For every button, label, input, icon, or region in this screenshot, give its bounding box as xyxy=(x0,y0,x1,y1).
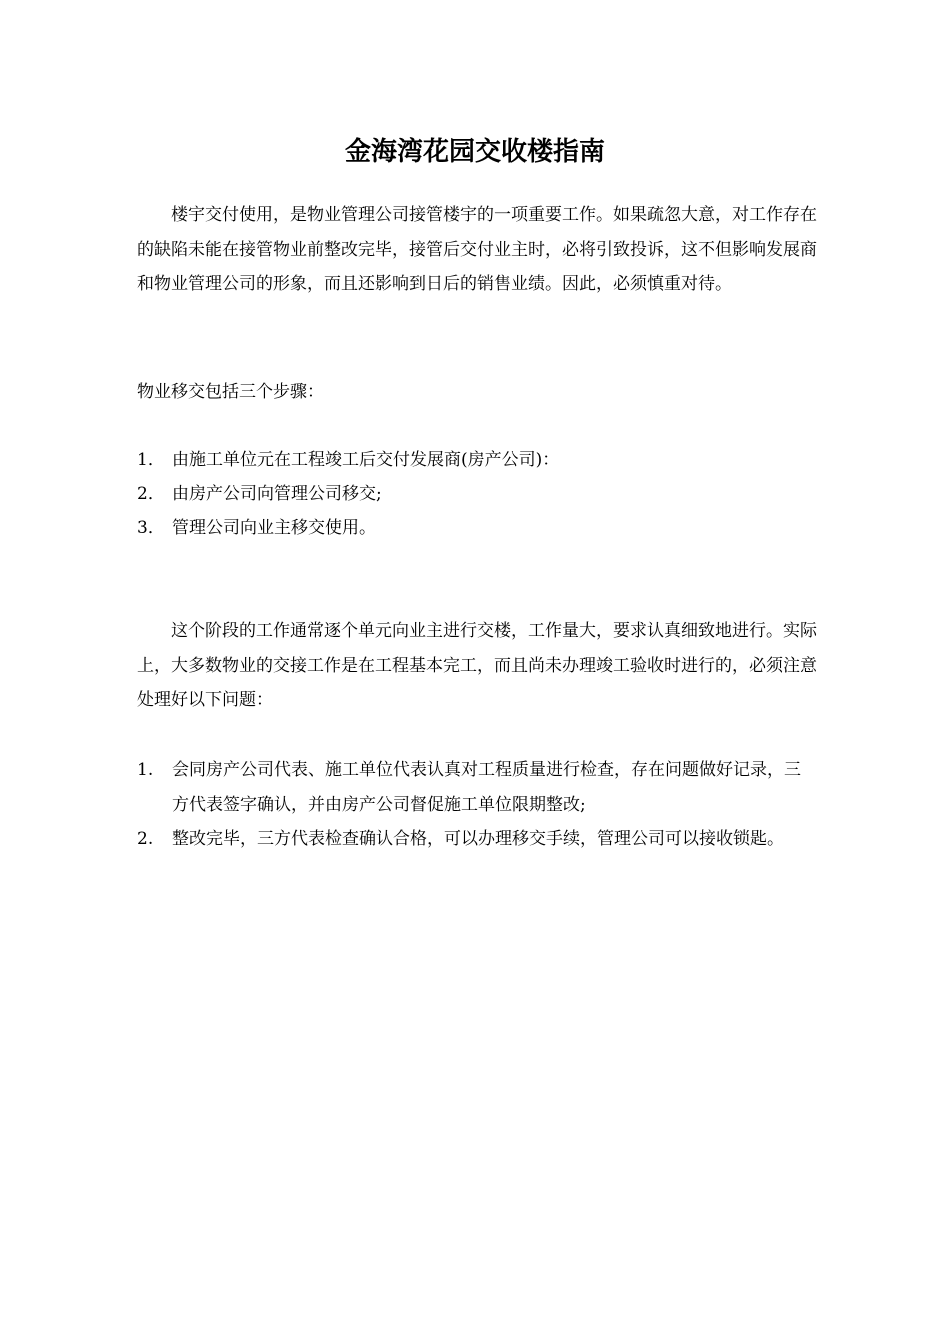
intro-paragraph: 楼宇交付使用，是物业管理公司接管楼宇的一项重要工作。如果疏忽大意，对工作存在的缺陷未能在接管物业前整改完毕，接管后交付业主时，必将引致投诉，这不但影响发展商和物业管理公司的形象，而且还影响到日后的销售业绩。因此，必须慎重对待。 xyxy=(137,205,817,294)
list-item-text: 由施工单位元在工程竣工后交付发展商(房产公司)： xyxy=(172,450,560,470)
list-item xyxy=(137,822,817,857)
steps-heading: 物业移交包括三个步骤： xyxy=(137,382,324,402)
list-item-number: 1． xyxy=(137,450,165,470)
list-item-number: 2． xyxy=(137,484,165,504)
list-item-text: 管理公司向业主移交使用。 xyxy=(172,518,376,538)
list-item xyxy=(137,511,817,545)
document-title: 金海湾花园交收楼指南 xyxy=(344,137,605,167)
list-item-text: 整改完毕，三方代表检查确认合格，可以办理移交手续，管理公司可以接收锁匙。 xyxy=(172,829,784,849)
list-item-text: 由房产公司向管理公司移交; xyxy=(172,484,382,504)
list-item-number: 1. xyxy=(137,760,154,780)
list-item xyxy=(137,477,817,511)
issues-list xyxy=(137,753,817,857)
list-item-number: 2. xyxy=(137,829,154,849)
steps-list xyxy=(137,443,817,545)
list-item xyxy=(137,443,817,477)
list-item-text: 会同房产公司代表、施工单位代表认真对工程质量进行检查，存在问题做好记录，三方代表签字确认，并由房产公司督促施工单位限期整改; xyxy=(172,760,801,815)
stage-paragraph: 这个阶段的工作通常逐个单元向业主进行交楼，工作量大，要求认真细致地进行。实际上，大多数物业的交接工作是在工程基本完工，而且尚未办理竣工验收时进行的，必须注意处理好以下问题： xyxy=(137,621,817,710)
list-item xyxy=(137,753,817,822)
list-item-number: 3． xyxy=(137,518,165,538)
